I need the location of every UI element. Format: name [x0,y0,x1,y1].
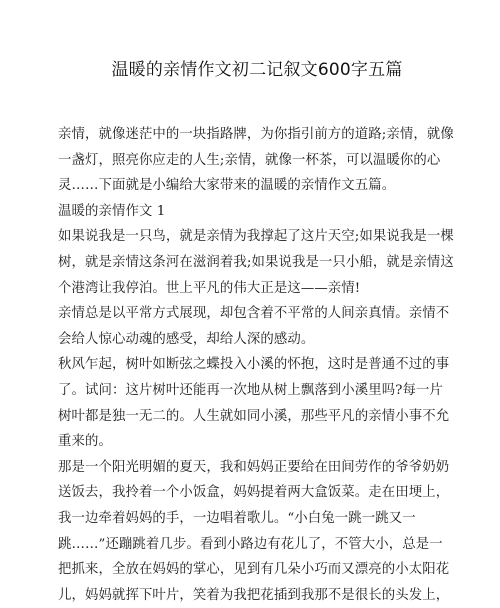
intro-paragraph: 亲情，就像迷茫中的一块指路牌，为你指引前方的道路;亲情，就像一盏灯，照亮你应走的人生;亲情，就像一杯茶，可以温暖你的心灵……下面就是小编给大家带来的温暖的亲情作文五篇。 [58,127,454,194]
body-paragraph: 如果说我是一只鸟，就是亲情为我撑起了这片天空;如果说我是一棵树，就是亲情这条河在滋润着我;如果说我是一只小船，就是亲情这个港湾让我停泊。世上平凡的伟大正是这——亲情! [58,229,454,296]
section-heading: 温暖的亲情作文 1 [58,203,166,219]
article-title: 温暖的亲情作文初二记叙文600字五篇 [111,60,403,80]
body-paragraph: 秋风乍起，树叶如断弦之蝶投入小溪的怀抱，这时是普通不过的事了。试问：这片树叶还能再一次地从树上飘落到小溪里吗?每一片树叶都是独一无二的。人生就如同小溪，那些平凡的亲情小事不允重来的。 [58,357,450,450]
body-paragraph: 亲情总是以平常方式展现，却包含着不平常的人间亲真情。亲情不会给人惊心动魂的感受，却给人深的感动。 [58,306,450,347]
body-paragraph: 那是一个阳光明媚的夏天，我和妈妈正要给在田间劳作的爷爷奶奶送饭去，我拎着一个小饭盒，妈妈提着两大盒饭菜。走在田埂上，我一边牵着妈妈的手，一边唱着歌儿。“小白兔一跳一跳又一跳……”还蹦跳着几步。看到小路边有花儿了，不管大小，总是一把抓来，全放在妈妈的掌心，见到有几朵小巧而又漂亮的小太阳花儿，妈妈就挥下叶片，笑着为我把花插到我那不是很长的头发上， [58,459,450,603]
article-body [58,122,456,608]
